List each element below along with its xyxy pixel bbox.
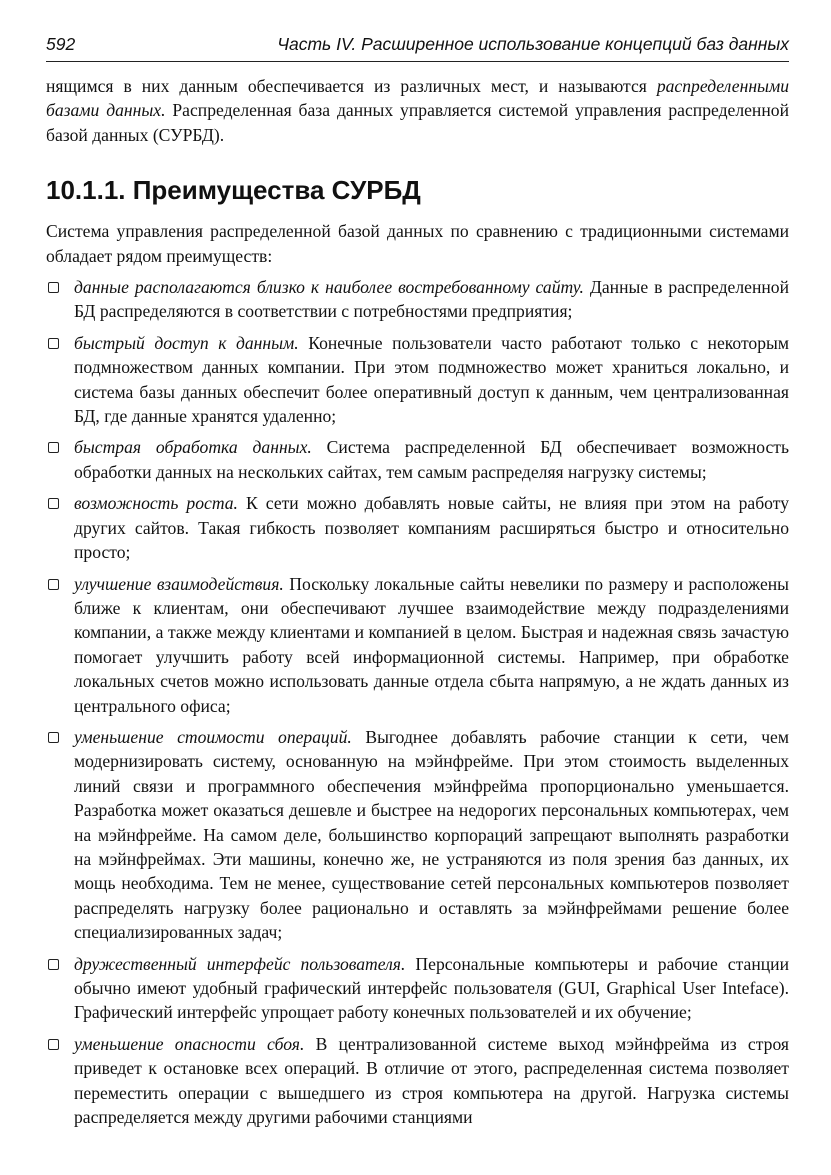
intro-text-after: Распределенная база данных управляется системой управления распределенной базой данных (СУРБД). bbox=[46, 100, 789, 145]
advantages-list bbox=[46, 275, 789, 1129]
item-text: Персональные компьютеры и рабочие станции обычно имеют удобный графический интерфейс пользователя (GUI, Graphical User Inteface). Графический интерфейс упрощает работу конечных пользователей и их обучение; bbox=[74, 953, 789, 1023]
bullet-box-icon bbox=[48, 1039, 59, 1050]
item-term: быстрая обработка данных. bbox=[74, 437, 312, 458]
intro-text-before: нящимся в них данным обеспечивается из различных мест, и называются bbox=[46, 76, 657, 96]
section-lead: Система управления распределенной базой данных по сравнению с традиционными системами обладает рядом преимуществ: bbox=[46, 221, 789, 266]
item-term: быстрый доступ к данным. bbox=[74, 332, 299, 353]
section-heading: 10.1.1. Преимущества СУРБД bbox=[46, 175, 421, 206]
item-text: В централизованной системе выход мэйнфрейма из строя приведет к остановке всех операций. В отличие от этого, распределенная система позволяет переместить операции с вышедшего из строя компьютера на другой. Нагрузка системы распределяется между другими рабочими станциями bbox=[74, 1033, 790, 1128]
list-item bbox=[46, 275, 789, 324]
bullet-box-icon bbox=[48, 732, 59, 743]
list-item bbox=[46, 491, 789, 564]
running-header bbox=[46, 34, 789, 62]
item-term: возможность роста. bbox=[74, 493, 238, 514]
bullet-box-icon bbox=[48, 338, 59, 349]
bullet-box-icon bbox=[48, 579, 59, 590]
item-text: Данные в распределенной БД распределяются в соответствии с потребностями предприятия; bbox=[74, 277, 789, 322]
list-item bbox=[46, 725, 789, 945]
list-item bbox=[46, 572, 789, 718]
bullet-box-icon bbox=[48, 959, 59, 970]
item-term: уменьшение стоимости операций. bbox=[74, 726, 352, 747]
bullet-box-icon bbox=[48, 442, 59, 453]
item-term: улучшение взаимодействия. bbox=[74, 573, 284, 594]
page-number: 592 bbox=[46, 34, 76, 54]
item-text: Конечные пользователи часто работают только с некоторым подмножеством данных компании. При этом подмножество может храниться локально, и система базы данных обеспечит более оперативный доступ к данным, чем централизованная БД, где данные хранятся удаленно; bbox=[74, 332, 789, 427]
running-title: Часть IV. Расширенное использование концепций баз данных bbox=[277, 34, 789, 54]
item-term: данные располагаются близко к наиболее востребованному сайту. bbox=[74, 277, 584, 298]
item-term: уменьшение опасности сбоя. bbox=[74, 1033, 305, 1054]
item-text: К сети можно добавлять новые сайты, не влияя при этом на работу других сайтов. Такая гибкость позволяет компаниям расширяться быстро и относительно просто; bbox=[74, 493, 789, 563]
item-text: Выгоднее добавлять рабочие станции к сети, чем модернизировать систему, основанную на мэйнфрейме. При этом стоимость выделенных линий связи и программного обеспечения мэйнфрейма пропорционально уменьшается. Разработка может оказаться дешевле и быстрее на недорогих персональных компьютерах, чем на мэйнфрейме. На самом деле, большинство корпораций запрещают выполнять разработки на мэйнфреймах. Эти машины, конечно же, не устраняются из поля зрения баз данных, их мощь необходима. Тем не менее, существование сетей персональных компьютеров позволяет распределять нагрузку более рационально и оставлять за мэйнфреймами решение более специализированных задач; bbox=[74, 726, 790, 943]
item-text: Система распределенной БД обеспечивает возможность обработки данных на нескольких сайтах, тем самым распределяя нагрузку системы; bbox=[74, 437, 789, 482]
bullet-box-icon bbox=[48, 498, 59, 509]
list-item bbox=[46, 1032, 789, 1130]
intro-term: распределенными базами данных. bbox=[46, 76, 789, 121]
list-item bbox=[46, 435, 789, 484]
item-term: дружественный интерфейс пользователя. bbox=[74, 953, 406, 974]
list-item bbox=[46, 331, 789, 429]
bullet-box-icon bbox=[48, 282, 59, 293]
intro-paragraph bbox=[46, 74, 789, 147]
list-item bbox=[46, 952, 789, 1025]
item-text: Поскольку локальные сайты невелики по размеру и расположены ближе к клиентам, они обеспечивают лучшее взаимодействие между подразделениями компании, а также между клиентами и компанией в целом. Быстрая и надежная связь зачастую помогает улучшить работу всей информационной системы. Например, при обработке локальных счетов можно использовать данные отдела сбыта напрямую, а не ждать данных из центрального офиса; bbox=[74, 573, 789, 716]
